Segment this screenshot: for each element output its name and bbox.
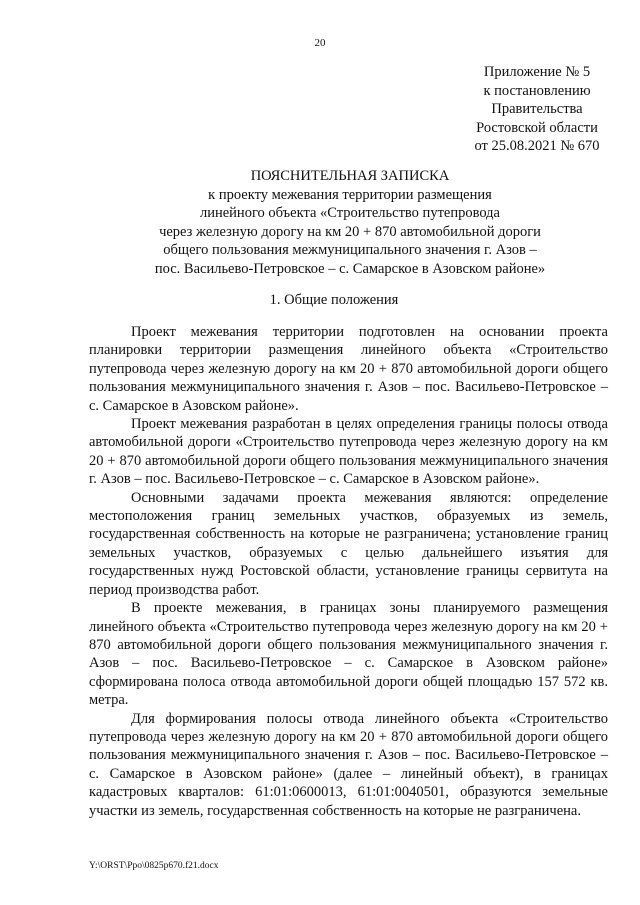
document-title: ПОЯСНИТЕЛЬНАЯ ЗАПИСКА bbox=[250, 168, 450, 184]
body-paragraph: Проект межевания разработан в целях определения границы полосы отвода автомобильной дороги «Строительство путепровода через железную дорогу на км 20 + 870 автомобильной дороги общего пользования межмуниципального значения г. Азов – пос. Васильево-Петровское – с. Самарское в Азовском районе». bbox=[89, 416, 608, 488]
appendix-line: Правительства bbox=[491, 101, 583, 117]
body-paragraph: В проекте межевания, в границах зоны планируемого размещения линейного объекта «Строительство путепровода через железную дорогу на км 20 + 870 автомобильной дороги общего пользования межмуниципального значения г. Азов – пос. Васильево-Петровское – с. Самарское в Азовском районе» сформирована полоса отвода автомобильной дороги общей площадью 157 572 кв. метра. bbox=[89, 600, 608, 709]
body-paragraph: Проект межевания территории подготовлен на основании проекта планировки территории размещения линейного объекта «Строительство путепровода через железную дорогу на км 20 + 870 автомобильной дороги общего пользования межмуниципального значения г. Азов – пос. Васильево-Петровское – с. Самарское в Азовском районе». bbox=[89, 324, 608, 414]
body-paragraph: Основными задачами проекта межевания являются: определение местоположения границ земельных участков, образуемых из земель, государственная собственность на которые не разграничена; установление границ земельных участков, образуемых с целью дальнейшего изъятия для государственных нужд Ростовской области, установление границы сервитута на период производства работ. bbox=[89, 489, 608, 598]
section-title: Общие положения bbox=[284, 292, 399, 308]
appendix-line: к постановлению bbox=[483, 82, 591, 99]
appendix-line: Приложение № 5 bbox=[483, 64, 591, 80]
appendix-line: Ростовской области bbox=[476, 119, 598, 136]
section-heading bbox=[0, 291, 640, 309]
body-paragraph: Для формирования полосы отвода линейного объекта «Строительство путепровода через железную дорогу на км 20 + 870 автомобильной дороги общего пользования межмуниципального значения г. Азов – пос. Васильево-Петровское – с. Самарское в Азовском районе» (далее – линейный объект), в границах кадастровых кварталов: 61:01:0600013, 61:01:0040501, образуются земельные участки из земель, государственная собственность на которые не разграничена. bbox=[89, 710, 608, 819]
footer-file-path: Y:\ORST\Ppo\0825p670.f21.docx bbox=[89, 861, 219, 871]
page-number: 20 bbox=[314, 37, 326, 49]
document-subtitle-line: общего пользования межмуниципального значения г. Азов – bbox=[163, 242, 537, 258]
document-subtitle-line: к проекту межевания территории размещения bbox=[208, 186, 492, 203]
appendix-block bbox=[432, 63, 640, 156]
document-body bbox=[89, 323, 608, 820]
section-number: 1. bbox=[269, 292, 281, 308]
document-subtitle-line: пос. Васильево-Петровское – с. Самарское в Азовском районе» bbox=[154, 260, 546, 277]
appendix-line: от 25.08.2021 № 670 bbox=[474, 138, 600, 154]
document-subtitle-line: через железную дорогу на км 20 + 870 автомобильной дороги bbox=[159, 223, 541, 240]
document-subtitle-line: линейного объекта «Строительство путепровода bbox=[199, 205, 500, 221]
document-title-block bbox=[60, 167, 640, 278]
